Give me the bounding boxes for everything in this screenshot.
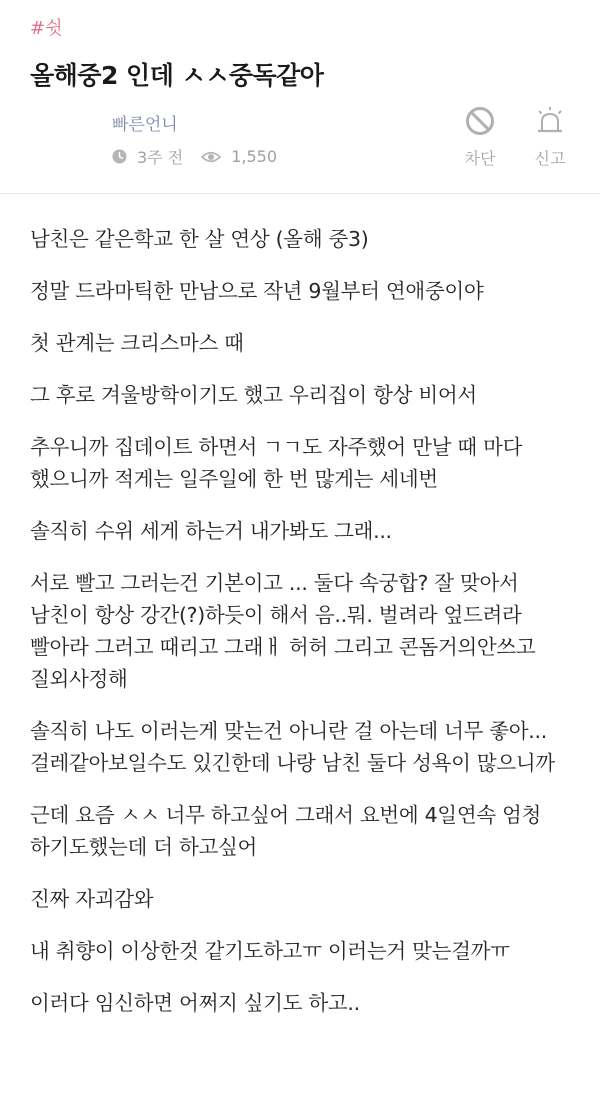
post-title: 올해중2 인데 ㅅㅅ중독같아 [30, 61, 324, 90]
report-label: 신고 [534, 149, 566, 168]
body-paragraph: 솔직히 나도 이러는게 맞는건 아니란 걸 아는데 너무 좋아... 걸레같아보일수도 있긴한데 나랑 남친 둘다 성욕이 많으니까 [30, 719, 555, 775]
post-meta [112, 110, 277, 168]
body-paragraph: 진짜 자괴감와 [30, 887, 154, 911]
post-tag[interactable]: #쉿 [30, 18, 63, 39]
body-paragraph: 서로 빨고 그러는건 기본이고 ... 둘다 속궁합? 잘 맞아서 남친이 항상 강간(?)하듯이 해서 음..뭐. 벌려라 엎드려라 빨아라 그러고 때리고 그래ㅐ 허허 그리고 콘돔거의안쓰고 질외사정해 [30, 571, 536, 691]
block-button[interactable] [458, 106, 502, 169]
post-stats [112, 145, 277, 168]
clock-icon [112, 149, 127, 164]
header-divider [0, 193, 600, 194]
eye-icon [201, 150, 221, 164]
report-button[interactable] [528, 106, 572, 169]
body-paragraph: 근데 요즘 ㅅㅅ 너무 하고싶어 그래서 요번에 4일연속 엄청 하기도했는데 더 하고싶어 [30, 803, 542, 859]
post-actions [458, 106, 572, 169]
body-paragraph: 이러다 임신하면 어쩌지 싶기도 하고.. [30, 991, 360, 1015]
siren-icon [533, 106, 567, 140]
view-count: 1,550 [231, 147, 277, 166]
body-paragraph: 첫 관계는 크리스마스 때 [30, 331, 244, 355]
body-paragraph: 솔직히 수위 세게 하는거 내가봐도 그래... [30, 519, 392, 543]
block-icon [465, 106, 495, 140]
block-label: 차단 [464, 149, 496, 168]
body-paragraph: 추우니까 집데이트 하면서 ㄱㄱ도 자주했어 만날 때 마다 했으니까 적게는 일주일에 한 번 많게는 세네번 [30, 435, 523, 491]
body-paragraph: 그 후로 겨울방학이기도 했고 우리집이 항상 비어서 [30, 383, 477, 407]
body-paragraph: 정말 드라마틱한 만남으로 작년 9월부터 연애중이야 [30, 279, 484, 303]
post-time: 3주 전 [137, 148, 184, 167]
author-name[interactable]: 빠른언니 [112, 115, 178, 135]
post-body [30, 223, 576, 1039]
body-paragraph: 남친은 같은학교 한 살 연상 (올해 중3) [30, 227, 369, 251]
body-paragraph: 내 취향이 이상한것 같기도하고ㅠ 이러는거 맞는걸까ㅠ [30, 939, 510, 963]
